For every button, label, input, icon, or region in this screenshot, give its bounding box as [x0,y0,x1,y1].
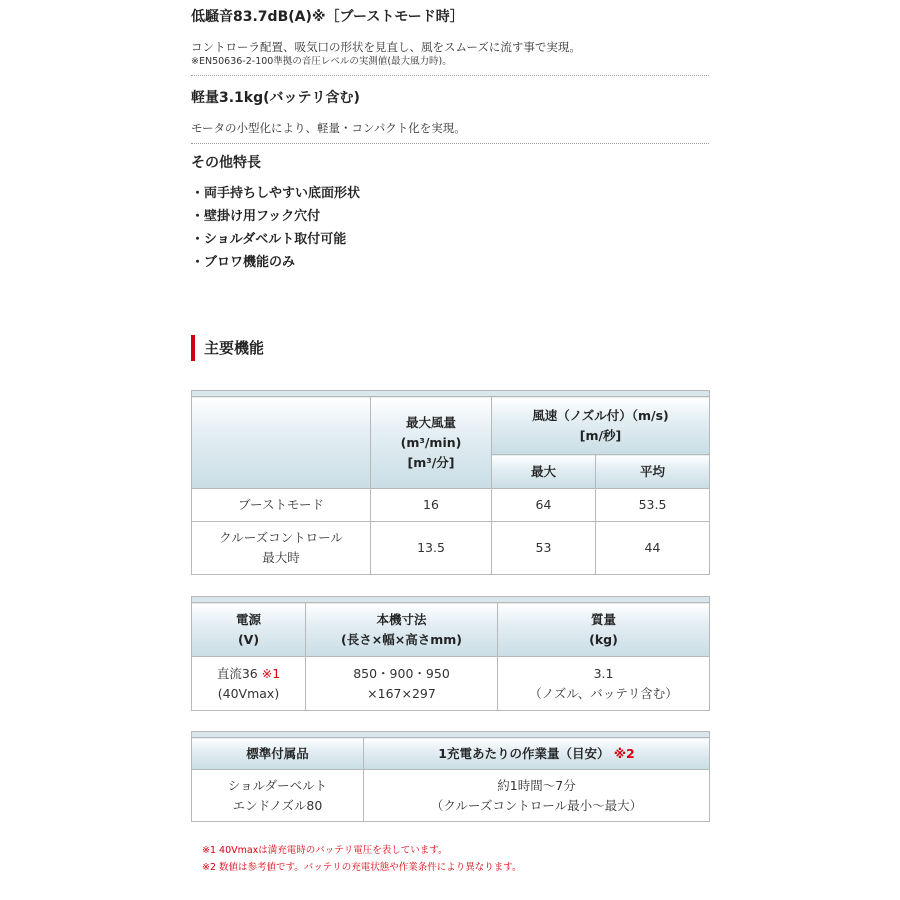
feature-noise [191,8,709,76]
table-row [192,522,710,575]
header-line: [m³/分] [407,454,455,470]
cell-max: 64 [492,489,596,522]
other-features-title: その他特長 [191,155,261,171]
list-item: ・両手持ちしやすい底面形状 [191,186,361,201]
header-empty [192,397,371,489]
feature-body: モータの小型化により、軽量・コンパクト化を実現。 [191,121,466,135]
row-label-line: クルーズコントロール [219,530,343,545]
list-item: ・ブロワ機能のみ [191,255,296,270]
row-label-line: 最大時 [262,550,300,565]
feature-note: ※EN50636-2-100準拠の音圧レベルの実測値(最大風力時)。 [191,56,452,67]
header-avg: 平均 [596,455,710,489]
row-label-line: ブーストモード [237,497,324,512]
other-features [191,154,709,274]
cell-power [192,657,306,711]
header-max: 最大 [492,455,596,489]
cell-avg: 44 [596,522,710,575]
other-features-list [191,182,709,274]
header-wind-speed [492,397,710,455]
footnote-ref: ※2 [613,745,635,761]
list-item: ・壁掛け用フック穴付 [191,209,321,224]
footnote: ※2 数値は参考値です。バッテリの充電状態や作業条件により異なります。 [202,862,522,873]
spec-table [191,596,710,711]
list-item: ・ショルダベルト取付可能 [191,232,347,247]
dims-line: ×167×297 [367,685,436,701]
footnotes [202,842,722,876]
table-row [192,770,710,822]
cell-work-amount [364,770,710,822]
accessory-item: ショルダーベルト [227,777,328,793]
header-work-amount [364,738,710,770]
accessory-item: エンドノズル80 [232,797,323,813]
divider [191,75,709,76]
header-line: 風速（ノズル付）（m/s) [532,407,669,423]
dims-line: 850・900・950 [353,665,450,681]
cell-airflow: 13.5 [371,522,492,575]
table-row [192,657,710,711]
header-line: (m³/min) [400,434,462,450]
header-mass [498,603,710,657]
header-airflow [371,397,492,489]
header-line: (長さ×幅×高さmm) [341,631,462,647]
row-label [192,489,371,522]
cell-dimensions [306,657,498,711]
header-line: (kg) [589,631,618,647]
header-line: 本機寸法 [376,611,427,627]
accessory-table [191,731,710,822]
footnote: ※1 40Vmaxは満充電時のバッテリ電圧を表しています。 [202,845,448,856]
cell-airflow: 16 [371,489,492,522]
footnote-ref: ※1 [261,665,281,681]
power-value: 直流36 [216,665,258,681]
feature-title: 低騒音83.7dB(A)※［ブーストモード時］ [191,9,464,25]
header-dimensions [306,603,498,657]
header-line: 質量 [591,611,617,627]
feature-title: 軽量3.1kg(バッテリ含む) [191,90,360,106]
header-accessories: 標準付属品 [192,738,364,770]
mass-note: （ノズル、バッテリ含む） [529,685,678,701]
feature-body: コントローラ配置、吸気口の形状を見直し、風をスムーズに流す事で実現。 [191,40,581,54]
header-line: 最大風量 [405,414,456,430]
header-power [192,603,306,657]
header-line: 電源 [235,611,261,627]
header-line: (V) [237,631,260,647]
header-text: 1充電あたりの作業量（目安） [438,745,610,761]
row-label [192,522,371,575]
feature-weight [191,89,709,144]
table-row [192,489,710,522]
header-line: [m/秒] [579,427,622,443]
work-line: 約1時間～7分 [497,777,576,793]
work-line: （クルーズコントロール最小～最大） [430,797,643,813]
cell-accessories [192,770,364,822]
cell-avg: 53.5 [596,489,710,522]
mass-value: 3.1 [593,665,614,681]
power-sub: (40Vmax) [217,685,280,701]
cell-mass [498,657,710,711]
performance-table [191,390,710,575]
divider [191,143,709,144]
section-title: 主要機能 [191,335,264,361]
cell-max: 53 [492,522,596,575]
